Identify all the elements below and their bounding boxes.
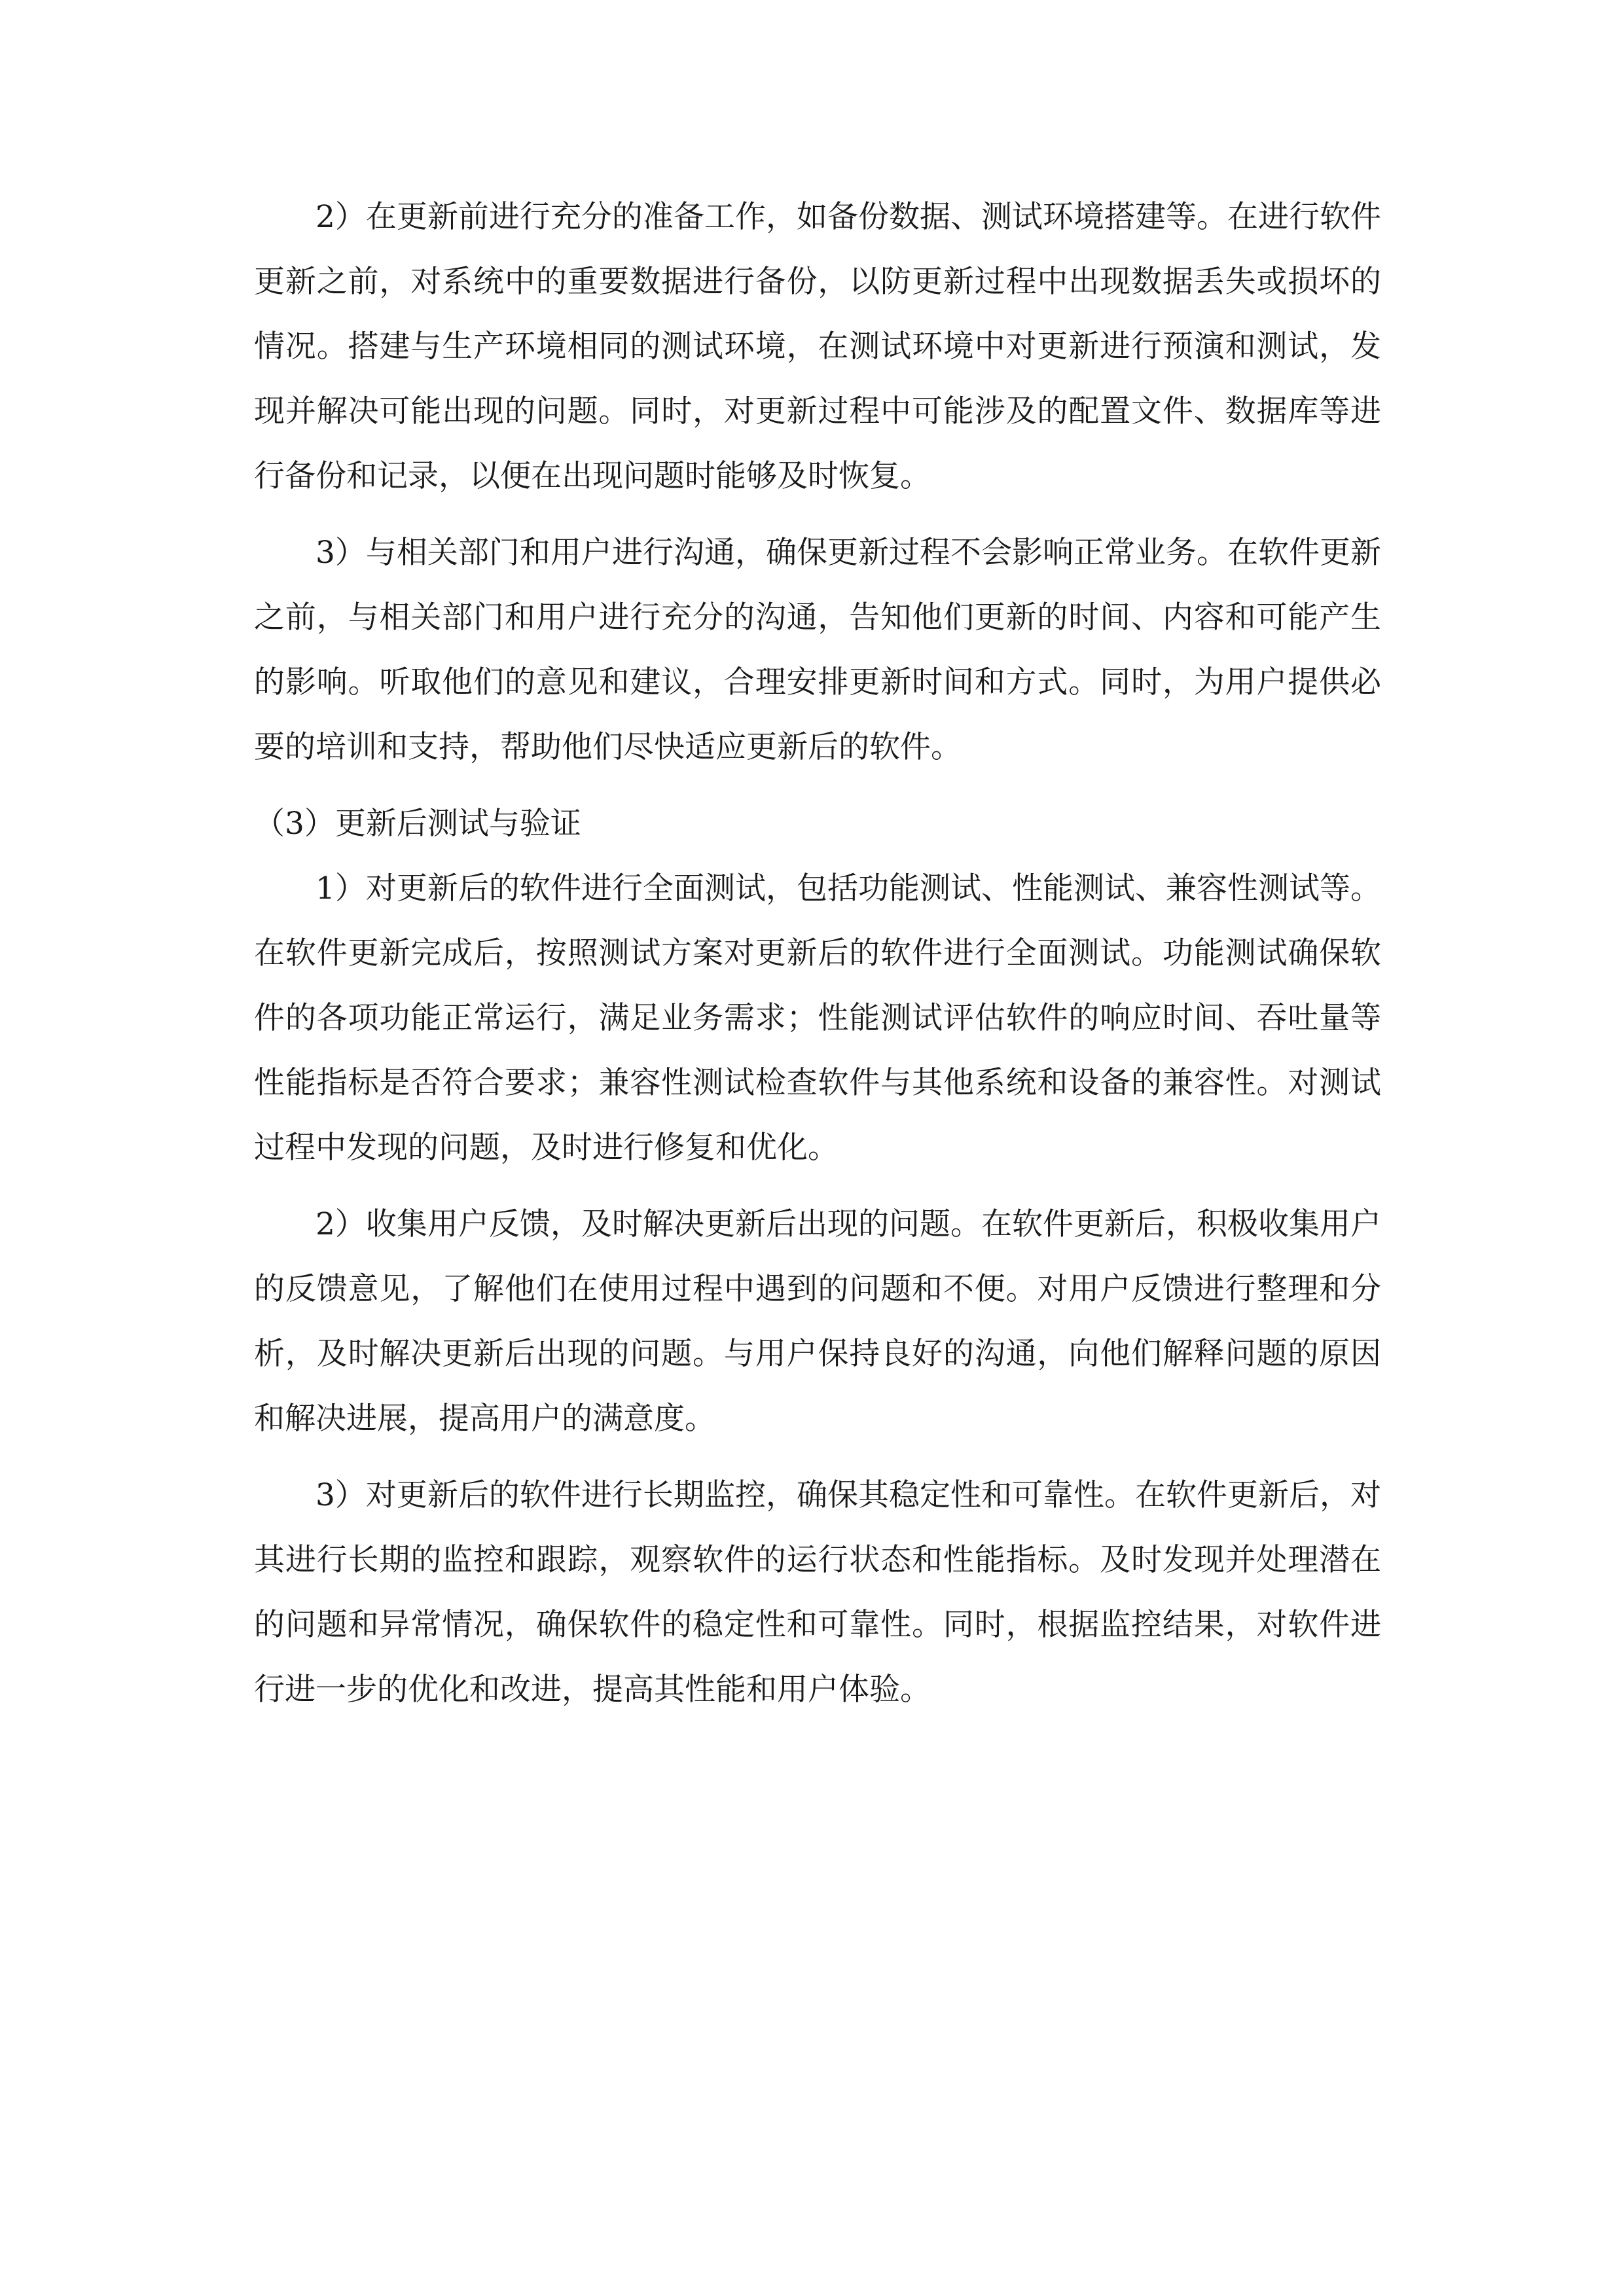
paragraph-communication: 3）与相关部门和用户进行沟通，确保更新过程不会影响正常业务。在软件更新之前，与相关部门和用户进行充分的沟通，告知他们更新的时间、内容和可能产生的影响。听取他们的意见和建议，合理安排更新时间和方式。同时，为用户提供必要的培训和支持，帮助他们尽快适应更新后的软件。: [254, 535, 1381, 765]
paragraph-long-term-monitoring: 3）对更新后的软件进行长期监控，确保其稳定性和可靠性。在软件更新后，对其进行长期的监控和跟踪，观察软件的运行状态和性能指标。及时发现并处理潜在的问题和异常情况，确保软件的稳定性和可靠性。同时，根据监控结果，对软件进行进一步的优化和改进，提高其性能和用户体验。: [254, 1477, 1381, 1708]
paragraph-user-feedback: 2）收集用户反馈，及时解决更新后出现的问题。在软件更新后，积极收集用户的反馈意见，了解他们在使用过程中遇到的问题和不便。对用户反馈进行整理和分析，及时解决更新后出现的问题。与用户保持良好的沟通，向他们解释问题的原因和解决进展，提高用户的满意度。: [254, 1206, 1381, 1437]
document-body: [254, 185, 1381, 1722]
paragraph-preparation: 2）在更新前进行充分的准备工作，如备份数据、测试环境搭建等。在进行软件更新之前，对系统中的重要数据进行备份，以防更新过程中出现数据丢失或损坏的情况。搭建与生产环境相同的测试环境，在测试环境中对更新进行预演和测试，发现并解决可能出现的问题。同时，对更新过程中可能涉及的配置文件、数据库等进行备份和记录，以便在出现问题时能够及时恢复。: [254, 199, 1381, 494]
paragraph-full-testing: 1）对更新后的软件进行全面测试，包括功能测试、性能测试、兼容性测试等。在软件更新完成后，按照测试方案对更新后的软件进行全面测试。功能测试确保软件的各项功能正常运行，满足业务需求；性能测试评估软件的响应时间、吞吐量等性能指标是否符合要求；兼容性测试检查软件与其他系统和设备的兼容性。对测试过程中发现的问题，及时进行修复和优化。: [254, 870, 1381, 1166]
section-heading: （3）更新后测试与验证: [254, 806, 581, 842]
